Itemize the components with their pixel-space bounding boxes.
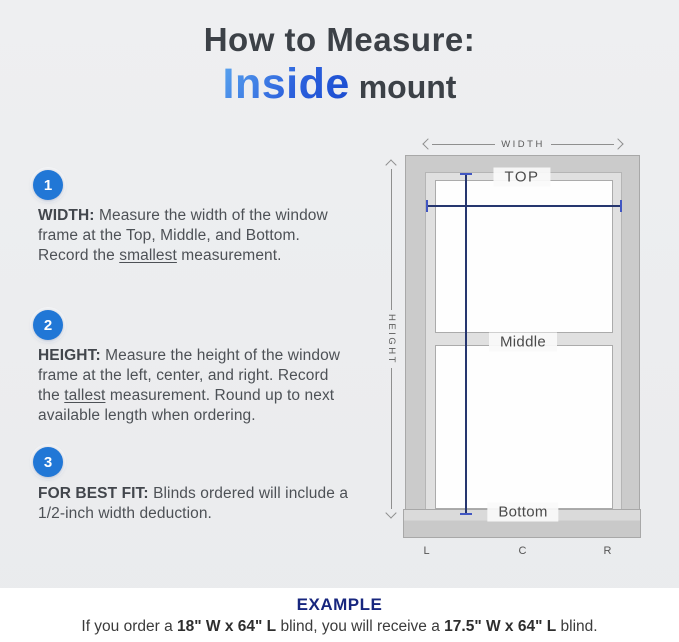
height-measure-line bbox=[465, 173, 467, 515]
center-mark: C bbox=[518, 545, 528, 557]
window-pane-bottom bbox=[435, 345, 613, 509]
step-2-body: Measure the height of the window frame at the left, center, and right. Record the bbox=[38, 347, 341, 404]
step-3-lead: FOR BEST FIT: bbox=[38, 485, 149, 502]
width-dimension-label: WIDTH bbox=[501, 138, 545, 150]
example-heading: EXAMPLE bbox=[296, 595, 383, 614]
height-dimension-arrow bbox=[383, 161, 399, 517]
page-title bbox=[0, 22, 679, 109]
step-2-number: 2 bbox=[43, 316, 53, 334]
height-label-box bbox=[366, 310, 417, 368]
width-measure-line bbox=[426, 205, 622, 207]
arrow-left-icon bbox=[422, 138, 433, 149]
step-2-lead: HEIGHT: bbox=[38, 347, 101, 364]
bottom-position-label: Bottom bbox=[487, 503, 558, 522]
window-pane-top bbox=[435, 180, 613, 333]
example-suffix: blind. bbox=[556, 618, 598, 635]
example-middle: blind, you will receive a bbox=[276, 618, 445, 635]
step-1-body-end: measurement. bbox=[176, 246, 282, 264]
step-1-body: Measure the width of the window frame at the Top, Middle, and Bottom. Record the bbox=[38, 207, 328, 264]
step-1-number: 1 bbox=[43, 176, 53, 194]
example-sentence bbox=[0, 618, 679, 636]
example-received-size: 17.5" W x 64" L bbox=[444, 618, 557, 635]
title-mount-word: mount bbox=[349, 69, 457, 106]
width-arrow-line-right bbox=[551, 144, 614, 145]
left-mark: L bbox=[423, 545, 431, 557]
arrow-up-icon bbox=[385, 159, 396, 170]
arrow-right-icon bbox=[612, 138, 623, 149]
step-1-lead: WIDTH: bbox=[38, 207, 95, 224]
step-1-badge bbox=[33, 170, 63, 200]
step-3-badge bbox=[33, 447, 63, 477]
example-ordered-size: 18" W x 64" L bbox=[177, 618, 277, 635]
width-dimension-arrow bbox=[424, 137, 622, 151]
right-mark: R bbox=[603, 545, 613, 557]
example-prefix: If you order a bbox=[81, 618, 178, 635]
step-3-number: 3 bbox=[43, 453, 53, 471]
step-2-underlined-word: tallest bbox=[64, 386, 106, 404]
title-line2 bbox=[0, 61, 679, 108]
top-position-label: TOP bbox=[493, 168, 550, 187]
title-line1: How to Measure: bbox=[203, 21, 476, 58]
height-arrow-line-top bbox=[391, 169, 392, 310]
width-arrow-line-left bbox=[432, 144, 495, 145]
step-2-body-end: measurement. Round up to next available length when ordering. bbox=[38, 386, 335, 424]
step-3-text bbox=[38, 484, 352, 524]
step-2-badge bbox=[33, 310, 63, 340]
example-strip bbox=[0, 588, 679, 642]
step-1-underlined-word: smallest bbox=[119, 246, 177, 264]
height-dimension-label: HEIGHT bbox=[385, 313, 397, 365]
height-arrow-line-bottom bbox=[391, 368, 392, 509]
title-mount-type: Inside bbox=[222, 60, 350, 109]
step-2-text bbox=[38, 346, 352, 426]
step-3-body: Blinds ordered will include a 1/2-inch width deduction. bbox=[38, 485, 349, 522]
middle-position-label: Middle bbox=[489, 333, 557, 352]
step-1-text bbox=[38, 206, 352, 266]
arrow-down-icon bbox=[385, 507, 396, 518]
